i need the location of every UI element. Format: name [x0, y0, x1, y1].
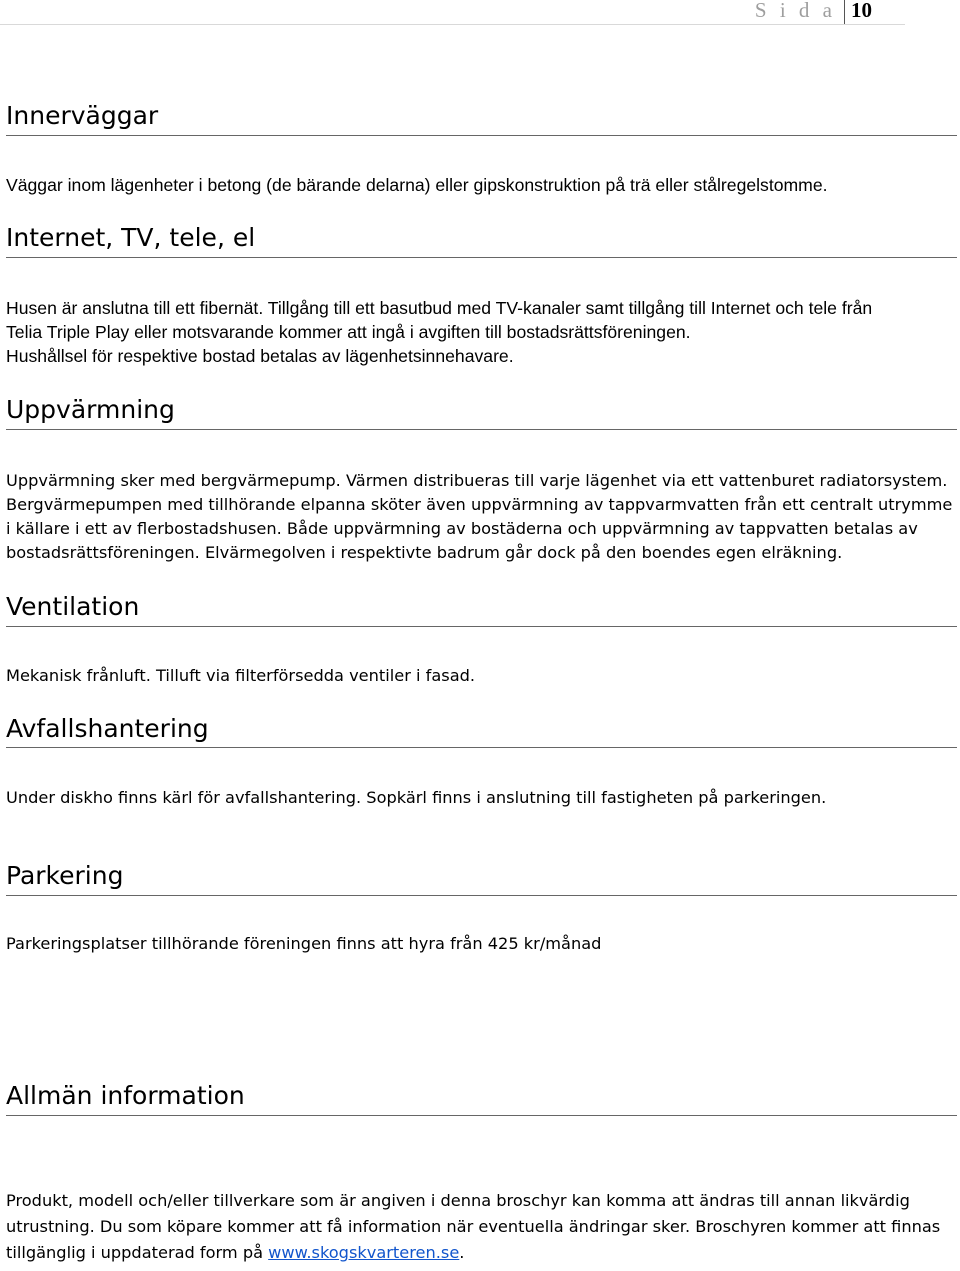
section-text: Väggar inom lägenheter i betong (de bärande delarna) eller gipskonstruktion på trä eller stålregelstomme. [6, 175, 828, 195]
heading-rule [6, 626, 957, 627]
section-avfallshantering [6, 713, 956, 807]
section-text-line [6, 1241, 956, 1266]
section-ventilation [6, 591, 956, 685]
section-text-line: Produkt, modell och/eller tillverkare som är angiven i denna broschyr kan komma att ändras till annan likvärdig [6, 1191, 910, 1210]
line-prefix: tillgänglig i uppdaterad form på [6, 1243, 269, 1262]
heading-rule [6, 747, 957, 748]
section-text-line: Hushållsel för respektive bostad betalas av lägenhetsinnehavare. [6, 346, 514, 366]
heading-rule [6, 1115, 957, 1116]
section-text: Mekanisk frånluft. Tilluft via filterförsedda ventiler i fasad. [6, 666, 476, 685]
section-innervaggar [6, 100, 956, 195]
section-text-line: i källare i ett av flerbostadshusen. Både uppvärmning av bostäderna och uppvärmning av tappvatten betalas av [6, 519, 918, 538]
heading-rule [6, 895, 957, 896]
section-text-line: Telia Triple Play eller motsvarande kommer att ingå i avgiften till bostadsrättsföreningen. [6, 322, 691, 342]
section-heading: Internet, TV, tele, el [6, 223, 256, 252]
section-heading: Avfallshantering [6, 714, 209, 743]
section-heading: Uppvärmning [6, 395, 175, 424]
section-text: Parkeringsplatser tillhörande föreningen finns att hyra från 425 kr/månad [6, 934, 602, 953]
section-parkering [6, 860, 956, 953]
section-heading: Parkering [6, 861, 124, 890]
section-heading: Allmän information [6, 1081, 245, 1110]
section-text-line: Uppvärmning sker med bergvärmepump. Värmen distribueras till varje lägenhet via ett vattenburet radiatorsystem. [6, 471, 948, 490]
section-allman-information [6, 1080, 956, 1262]
website-link[interactable]: www.skogskvarteren.se [268, 1243, 460, 1262]
section-text-line: Husen är anslutna till ett fibernät. Tillgång till ett basutbud med TV-kanaler samt tillgång till Internet och tele från [6, 298, 873, 318]
page-label: S i d a [755, 0, 845, 24]
section-uppvarmning [6, 394, 956, 562]
section-text-line: Bergvärmepumpen med tillhörande elpanna sköter även uppvärmning av tappvarmvatten från ett centralt utrymme [6, 495, 953, 514]
page-number: 10 [851, 0, 872, 22]
heading-rule [6, 257, 957, 258]
page-header [0, 0, 905, 25]
section-internet [6, 222, 956, 366]
section-heading: Innerväggar [6, 101, 159, 130]
line-suffix: . [459, 1243, 465, 1262]
section-text: Under diskho finns kärl för avfallshantering. Sopkärl finns i anslutning till fastigheten på parkeringen. [6, 788, 827, 807]
section-text-line: bostadsrättsföreningen. Elvärmegolven i respektivte badrum går dock på den boendes egen elräkning. [6, 543, 843, 562]
section-heading: Ventilation [6, 592, 140, 621]
heading-rule [6, 135, 957, 136]
section-text-line: utrustning. Du som köpare kommer att få information när eventuella ändringar sker. Broschyren kommer att finnas [6, 1217, 941, 1236]
heading-rule [6, 429, 957, 430]
